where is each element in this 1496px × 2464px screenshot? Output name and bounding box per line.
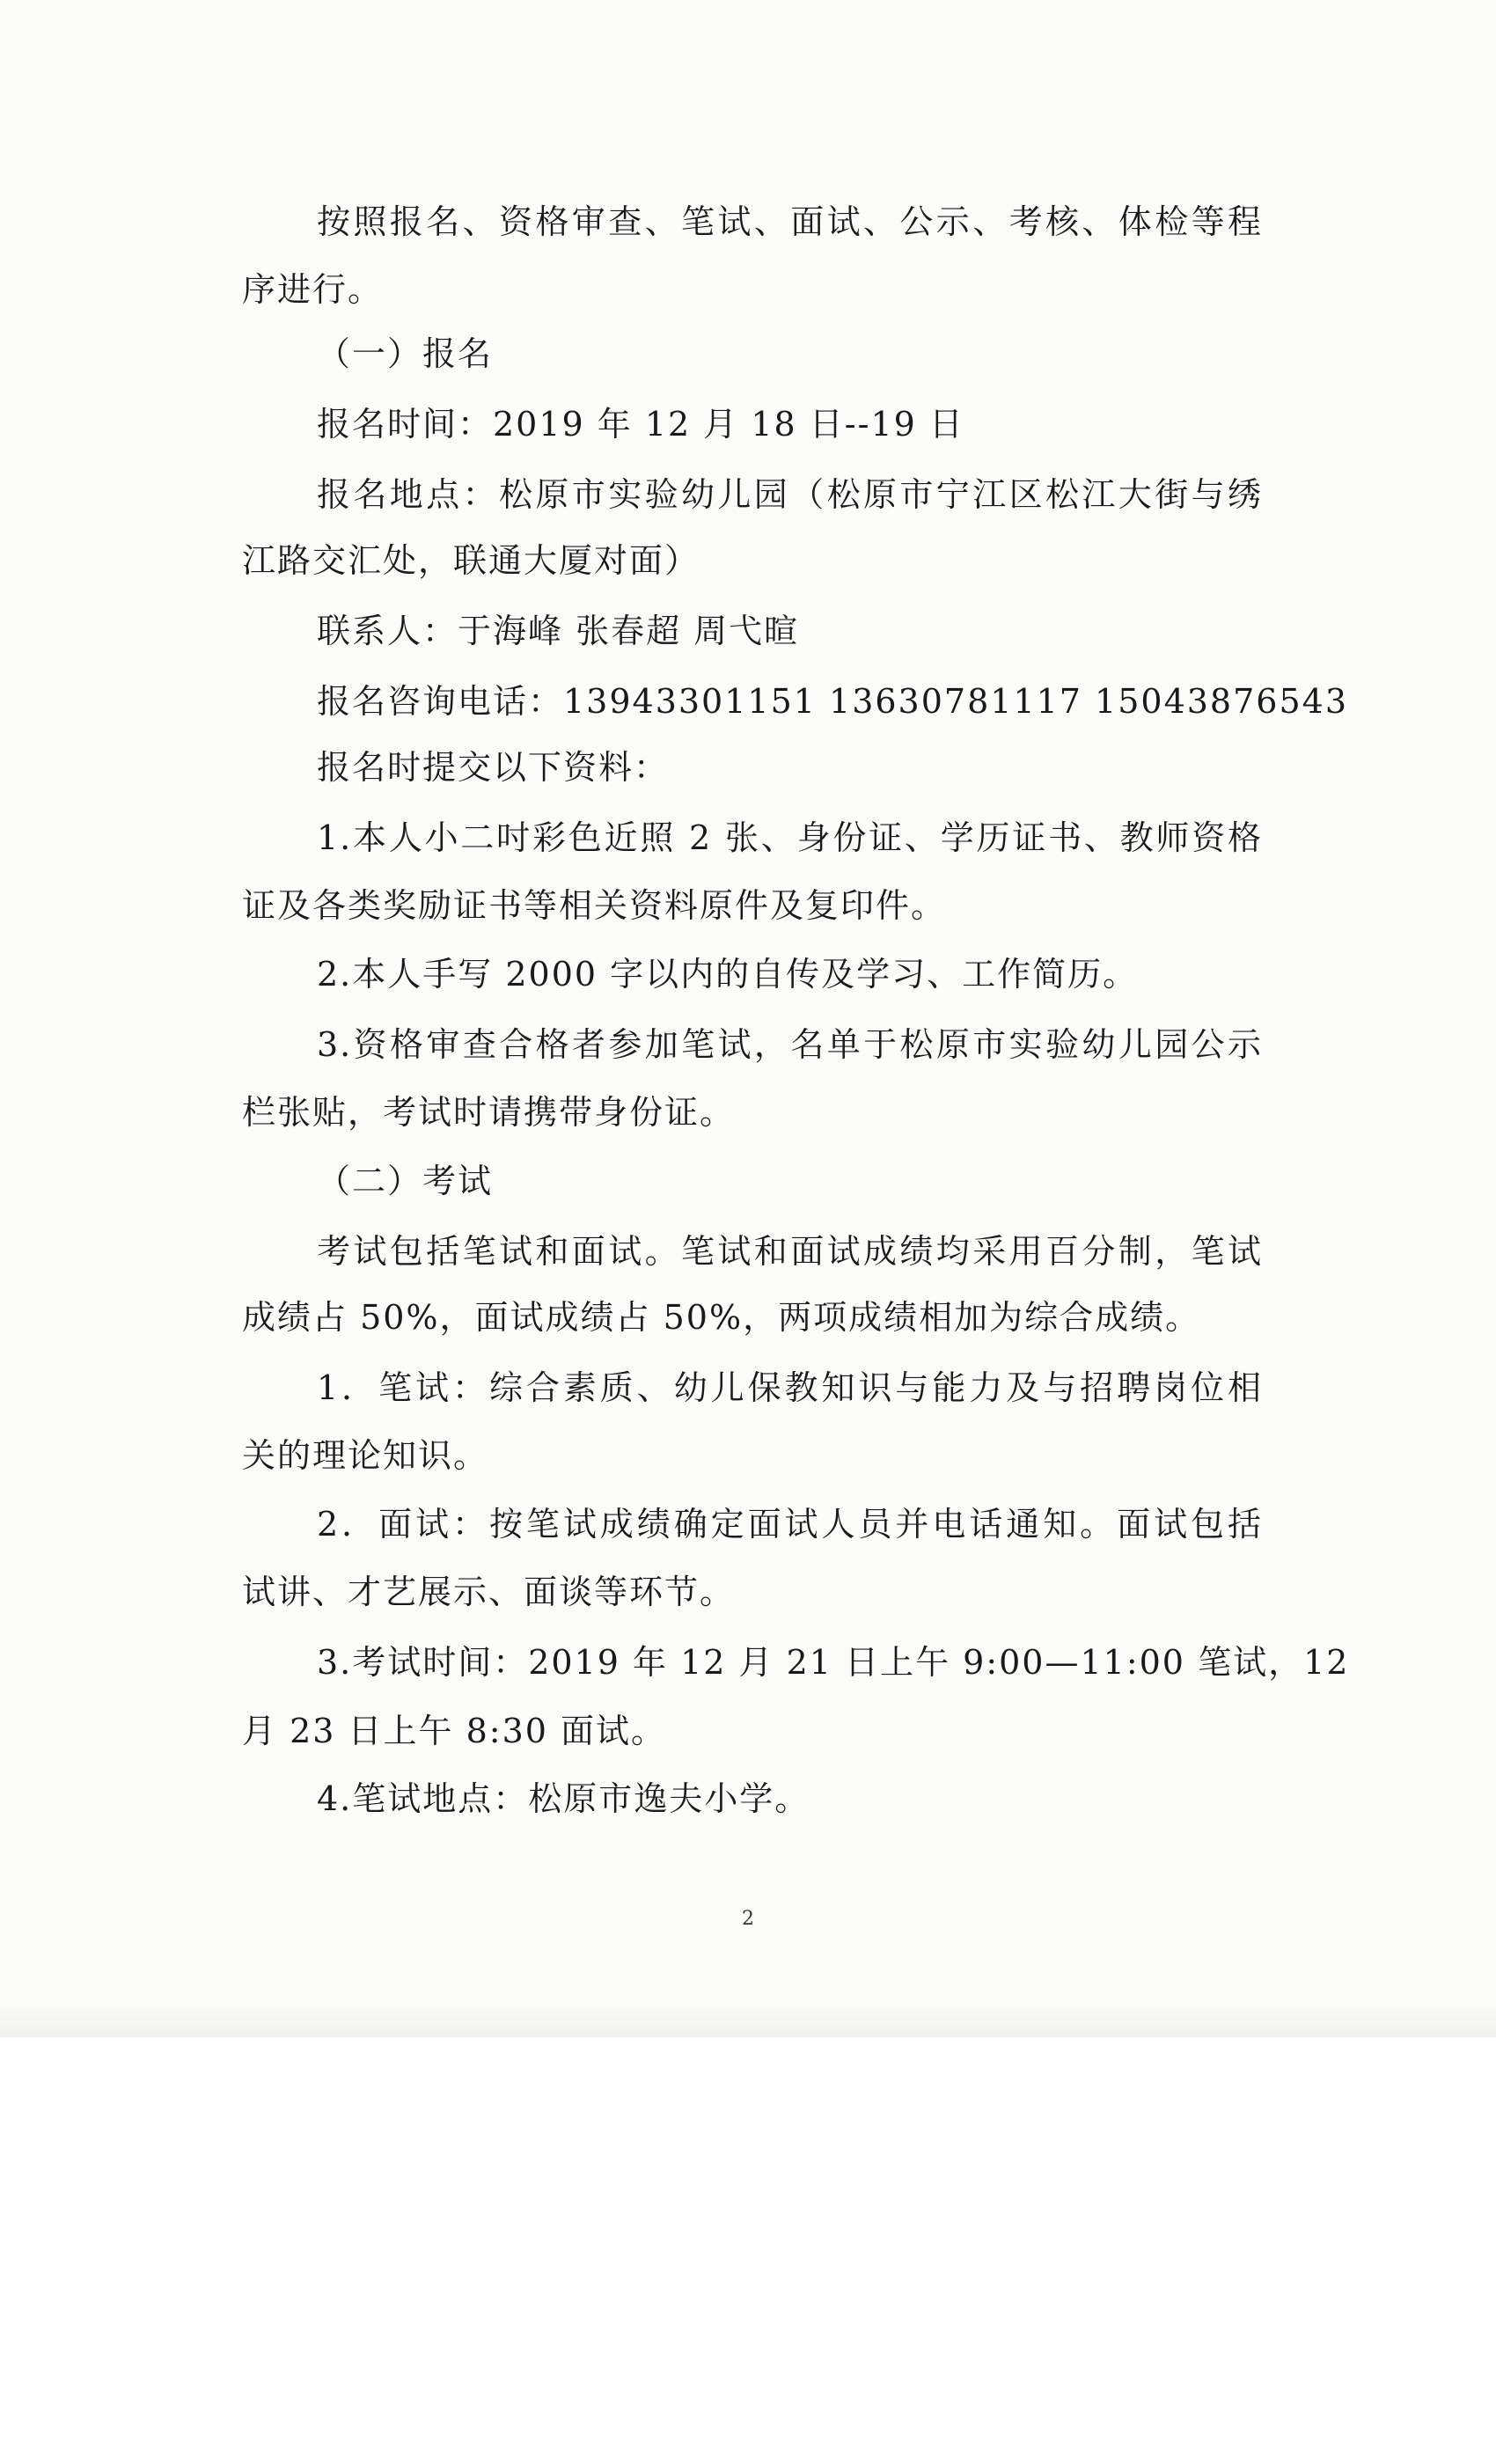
text-line: 报名时间：2019 年 12 月 18 日--19 日 xyxy=(317,405,964,444)
text-line: 按照报名、资格审查、笔试、面试、公示、考核、体检等程 xyxy=(317,202,1263,241)
text-line: 3.考试时间：2019 年 12 月 21 日上午 9:00—11:00 笔试，12 xyxy=(317,1643,1350,1682)
text-line: 试讲、才艺展示、面谈等环节。 xyxy=(242,1573,736,1611)
section-heading: （二）考试 xyxy=(317,1162,494,1200)
text-line: 成绩占 50%，面试成绩占 50%，两项成绩相加为综合成绩。 xyxy=(242,1298,1201,1337)
text-line: 关的理论知识。 xyxy=(242,1436,489,1475)
text-line: 报名咨询电话：13943301151 13630781117 15043876543 xyxy=(317,682,1348,721)
text-line: 月 23 日上午 8:30 面试。 xyxy=(242,1712,667,1750)
text-line: 考试包括笔试和面试。笔试和面试成绩均采用百分制，笔试 xyxy=(317,1232,1263,1271)
text-line: 1.本人小二吋彩色近照 2 张、身份证、学历证书、教师资格 xyxy=(317,818,1263,857)
text-line: 2.本人手写 2000 字以内的自传及学习、工作简历。 xyxy=(317,955,1139,994)
text-line: 序进行。 xyxy=(242,270,384,309)
text-line: 4.笔试地点：松原市逸夫小学。 xyxy=(317,1779,810,1818)
text-line: 3.资格审查合格者参加笔试，名单于松原市实验幼儿园公示 xyxy=(317,1025,1263,1064)
text-line: 1．笔试：综合素质、幼儿保教知识与能力及与招聘岗位相 xyxy=(317,1368,1263,1407)
text-line: 联系人：于海峰 张春超 周弋暄 xyxy=(317,612,800,650)
text-line: 报名时提交以下资料： xyxy=(317,748,670,787)
text-line: 栏张贴，考试时请携带身份证。 xyxy=(242,1093,736,1132)
text-line: 证及各类奖励证书等相关资料原件及复印件。 xyxy=(242,886,947,925)
text-line: 江路交汇处，联通大厦对面） xyxy=(242,541,700,580)
section-heading: （一）报名 xyxy=(317,334,494,373)
text-line: 报名地点：松原市实验幼儿园（松原市宁江区松江大街与绣 xyxy=(317,475,1263,514)
page-number: 2 xyxy=(742,1908,754,1930)
text-line: 2．面试：按笔试成绩确定面试人员并电话通知。面试包括 xyxy=(317,1505,1263,1544)
